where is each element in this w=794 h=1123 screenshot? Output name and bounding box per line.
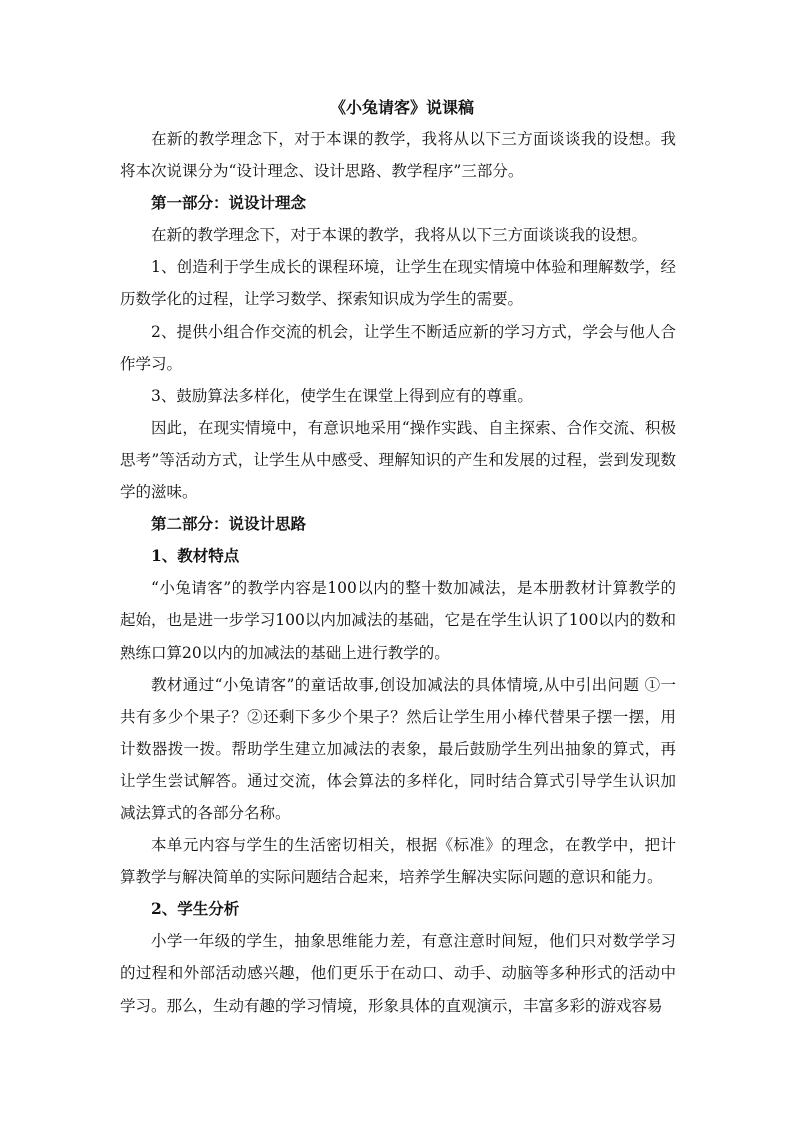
document-body bbox=[120, 93, 676, 1022]
section-heading: 第二部分：说设计思路 bbox=[151, 514, 307, 534]
paragraph: 2、提供小组合作交流的机会，让学生不断适应新的学习方式，学会与他人合作学习。 bbox=[120, 322, 676, 373]
subsection-heading: 1、教材特点 bbox=[151, 546, 240, 566]
document-title: 《小兔请客》说课稿 bbox=[329, 98, 474, 117]
paragraph: 在新的教学理念下，对于本课的教学，我将从以下三方面谈谈我的设想。我将本次说课分为“设计理念、设计思路、教学程序”三部分。 bbox=[120, 130, 676, 181]
paragraph: 因此，在现实情境中，有意识地采用“操作实践、自主探索、合作交流、积极思考”等活动方式，让学生从中感受、理解知识的产生和发展的过程，尝到发现数学的滋味。 bbox=[120, 418, 676, 502]
paragraph: 1、创造利于学生成长的课程环境，让学生在现实情境中体验和理解数学，经历数学化的过程，让学习数学、探索知识成为学生的需要。 bbox=[120, 258, 676, 309]
subsection-heading: 2、学生分析 bbox=[151, 899, 240, 919]
paragraph: “小兔请客”的教学内容是100以内的整十数加减法，是本册教材计算教学的起始，也是进一步学习100以内加减法的基础，它是在学生认识了100以内的数和熟练口算20以内的加减法的基础上进行教学的。 bbox=[120, 579, 676, 662]
paragraph: 在新的教学理念下，对于本课的教学，我将从以下三方面谈谈我的设想。 bbox=[151, 226, 648, 245]
paragraph: 教材通过“小兔请客”的童话故事,创设加减法的具体情境,从中引出问题 ①一共有多少个果子？②还剩下多少个果子？然后让学生用小棒代替果子摆一摆，用计数器拨一拨。帮助学生建立加减法的表象，最后鼓励学生列出抽象的算式，再让学生尝试解答。通过交流，体会算法的多样化，同时结合算式引导学生认识加减法算式的各部分名称。 bbox=[120, 675, 676, 822]
section-heading: 第一部分：说设计理念 bbox=[151, 193, 307, 213]
paragraph: 本单元内容与学生的生活密切相关，根据《标准》的理念，在教学中，把计算教学与解决简单的实际问题结合起来，培养学生解决实际问题的意识和能力。 bbox=[120, 836, 676, 887]
paragraph: 小学一年级的学生，抽象思维能力差，有意注意时间短，他们只对数学学习的过程和外部活动感兴趣，他们更乐于在动口、动手、动脑等多种形式的活动中学习。那么，生动有趣的学习情境，形象具体的直观演示，丰富多彩的游戏容易 bbox=[120, 932, 676, 1015]
paragraph: 3、鼓励算法多样化，使学生在课堂上得到应有的尊重。 bbox=[151, 386, 533, 405]
